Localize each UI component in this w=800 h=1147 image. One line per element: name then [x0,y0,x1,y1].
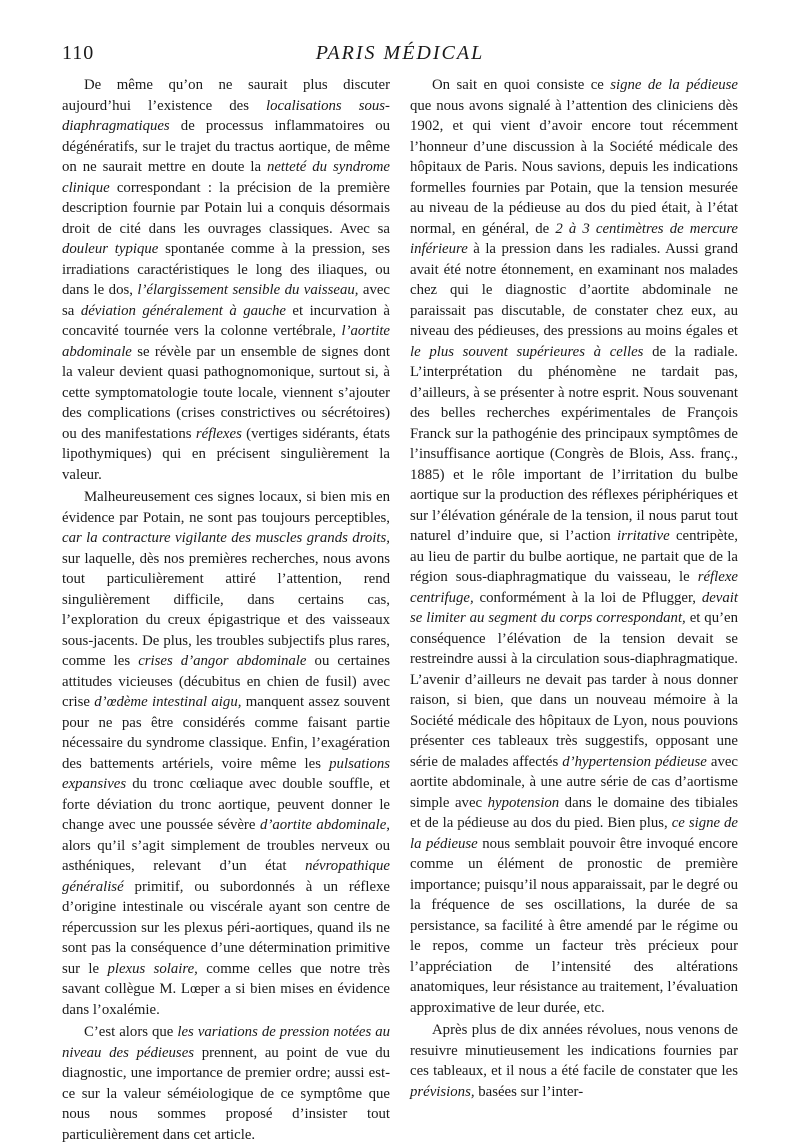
text-run: alors qu’il s’agit simplement de troubles nerveux ou asthéniques, relevant d’un état [62,837,390,874]
text-run: prennent, au point de vue du diagnostic, une importance de premier ordre; aussi est-ce sur la valeur séméiologique de ce symptôme que nous nous sommes proposé d’insister tout particulièrement dans cet article. [62,1044,390,1143]
text-run: comme celles que notre très savant collègue M. Lœper a si bien mises en évidence dans l’oxalémie. [62,960,390,1018]
paragraph [62,487,390,1020]
italic-text: 2 à 3 centimètres de mercure inférieure [410,220,738,257]
right-column [410,75,738,1104]
text-run: et qu’en conséquence l’élévation de la tension devait se restreindre aussi à la circulation sous-diaphragmatique. L’avenir d’ailleurs ne devait pas tarder à nous donner raison, si bien, que dans un nouveau mémoire à la Société médicale des hôpitaux de Lyon, nous pouvions présenter ces tableaux très suggestifs, opposant une série de malades affectés [410,610,738,770]
text-run: conformément à la loi de Pflugger, [473,589,702,606]
paragraph [410,1020,738,1102]
left-column [62,75,390,1147]
italic-text: l’élargissement sensible du vaisseau, [137,282,359,298]
text-run: ou certaines attitudes vicieuses (décubitus en chien de fusil) avec crise [62,653,391,710]
text-run: dans le domaine des tibiales et de la pédieuse au dos du pied. Bien plus, [410,794,738,831]
italic-text: névropathique généralisé [62,858,390,895]
italic-text: le plus souvent supérieures à celles [410,343,644,360]
text-run: correspondant : la précision de la première description fournie par Potain lui a conquis désormais droit de cité dans les ouvrages classiques. Avec sa [62,179,390,237]
text-run: De même qu’on ne saurait plus discuter aujourd’hui l’existence des [62,77,390,114]
page-header [62,42,738,68]
text-run: avec sa [62,282,391,319]
text-run: de la radiale. L’interprétation du phénomène ne tardait pas, d’ailleurs, à se présenter à notre esprit. Nous souvenant des belles recherches expérimentales de François Franck sur la pathogénie des principaux symptômes de l’insuffisance aortique (Congrès de Blois, Ass. franç., 1885) et le rôle important de l’irritation du bulbe aortique sur la production des réflexes périphériques et sur l’élévation générale de la tension, il nous parut tout naturel d’induire que, si l’action [410,343,738,544]
italic-text: déviation généralement à gauche [80,302,286,319]
italic-text: plexus solaire, [107,960,198,977]
text-run: primitif, ou subordonnés à un réflexe d’origine intestinale ou viscérale ayant son centre de répercussion sur les plexus péri-aortiques, quand ils ne sont pas la conséquence d’une détermination primitive sur le [62,878,390,977]
italic-text: crises d’angor abdominale [138,653,307,669]
text-run: nous semblait pouvoir être invoqué encore comme un élément de pronostic de première importance; puisqu’il nous apparaissait, par le degré ou la fréquence de ses oscillations, la durée de sa persistance, sa facilité à être amendé par le régime ou le repos, comme un facteur très précieux pour l’appréciation de l’intensité des altérations anatomiques, leur résistance au traitement, l’évaluation approximative de leur durée, etc. [410,835,738,1016]
text-run: avec aortite abdominale, à une autre série de cas d’aortisme simple avec [410,753,739,811]
italic-text: localisations sous-diaphragmatiques [62,97,390,134]
italic-text: réflexe centrifuge, [410,569,738,606]
italic-text: pulsations expansives [62,755,390,792]
italic-text: netteté du syndrome clinique [62,159,390,196]
text-run: spontanée comme à la pression, ses irradiations caractéristiques le long des iliaques, ou dans le dos, [62,241,390,298]
italic-text: d’aortite abdominale, [260,817,391,833]
text-run: que nous avons signalé à l’attention des cliniciens dès 1902, et qui vient d’avoir encore tout récemment l’honneur d’une discussion à la Société médicale des hôpitaux de Paris. Nous savions, depuis les indications formelles fournies par Potain, que la tension mesurée au niveau de la pédieuse au dos du pied était, à l’état normal, en général, de [410,97,738,237]
text-run: basées sur l’inter- [474,1083,584,1100]
italic-text: car la contracture vigilante des muscles grands droits, [62,530,390,546]
italic-text: signe de la pédieuse [610,77,738,93]
text-run: sur laquelle, dès nos premières recherches, nous avons tout particulièrement attiré l’attention, rend singulièrement difficile, dans certains cas, l’exploration du creux épigastrique et des vaisseaux sous-jacents. De plus, les troubles subjectifs plus rares, comme les [62,550,390,669]
text-run: à la pression dans les radiales. Aussi grand avait été notre étonnement, en examinant nos malades chez qui le diagnostic d’aortite abdominale ne paraissait pas discutable, de constater chez eux, au niveau des pédieuses, des pressions au moins égales et [410,241,738,339]
italic-text: hypotension [487,794,560,811]
paragraph [410,75,738,1018]
italic-text: irritative [617,528,670,544]
italic-text: réflexes [195,425,242,442]
italic-text: d’hypertension pédieuse [562,753,707,770]
italic-text: prévisions, [410,1083,475,1100]
text-run: de processus inflammatoires ou dégénératifs, sur le trajet du tractus aortique, de même on ne saurait mettre en doute la [62,118,390,175]
page-number: 110 [62,42,95,64]
text-run: Après plus de dix années révolues, nous venons de resuivre minutieusement les indications fournies par ces tableaux, et il nous a été facile de constater que les [410,1022,738,1079]
italic-text: d’œdème intestinal aigu, [94,694,242,710]
paragraph [62,75,390,485]
journal-title: PARIS MÉDICAL [315,42,485,64]
text-run: se révèle par un ensemble de signes dont la valeur devient quasi pathognomonique, surtout si, à cette symptomatologie toute locale, viennent s’ajouter des complications (crises constrictives ou sécrétoires) ou des manifestations [62,343,390,442]
text-run: (vertiges sidérants, états lipothymiques) qui en précisent singulièrement la valeur. [62,425,390,483]
text-run: du tronc cœliaque avec double souffle, et forte déviation du tronc aortique, peuvent donner le change avec une poussée sévère [62,776,390,833]
italic-text: devait se limiter au segment du corps correspondant, [410,589,738,626]
text-run: centripète, au lieu de partir du bulbe aortique, ne partait que de la région sous-diaphragmatique du vaisseau, le [410,528,738,585]
italic-text: ce signe de la pédieuse [410,815,738,852]
text-run: manquent assez souvent pour ne pas être considérés comme faisant partie nécessaire du syndrome classique. Enfin, l’exagération des battements artériels, voire même les [62,694,390,772]
paragraph [62,1022,390,1145]
text-run: On sait en quoi consiste ce [432,77,611,93]
italic-text: l’aortite abdominale [62,323,390,360]
text-run: Malheureusement ces signes locaux, si bien mis en évidence par Potain, ne sont pas toujours perceptibles, [62,489,390,526]
text-run: C’est alors que [84,1024,178,1040]
text-run: et incurvation à concavité tournée vers la colonne vertébrale, [62,302,391,339]
italic-text: douleur typique [62,241,159,257]
italic-text: les variations de pression notées au niveau des pédieuses [62,1024,390,1061]
